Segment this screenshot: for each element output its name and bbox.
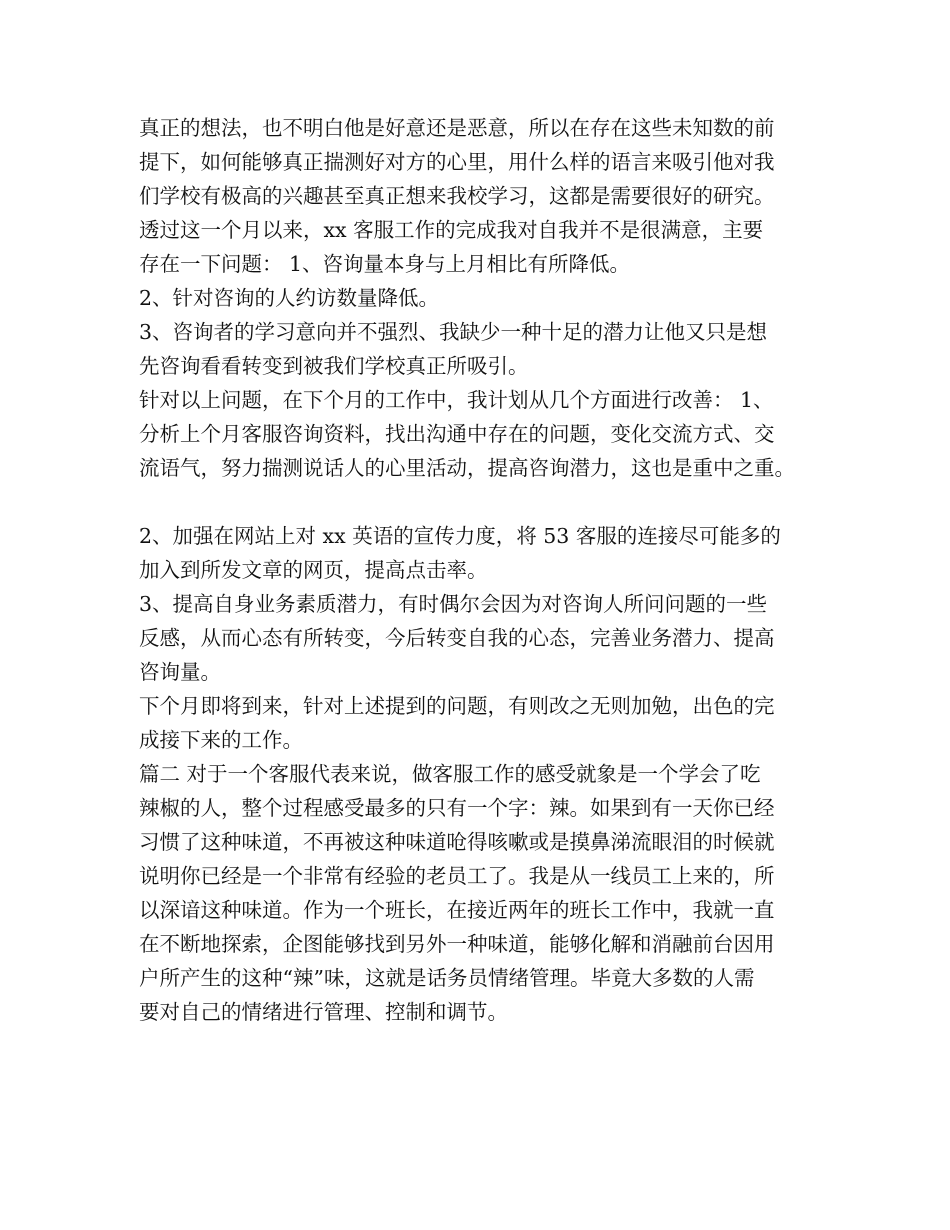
text-line: 成接下来的工作。 xyxy=(139,728,303,752)
text-line: 针对以上问题，在下个月的工作中，我计划从几个方面进行改善： 1、 xyxy=(139,388,774,412)
text-line: 在不断地探索，企图能够找到另外一种味道，能够化解和消融前台因用 xyxy=(139,932,775,956)
text-line: 说明你已经是一个非常有经验的老员工了。我是从一线员工上来的，所 xyxy=(139,864,775,888)
text-line: 存在一下问题： 1、咨询量本身与上月相比有所降低。 xyxy=(139,252,631,276)
text-line: 真正的想法，也不明白他是好意还是恶意，所以在存在这些未知数的前 xyxy=(139,116,775,140)
text-line: 辣椒的人，整个过程感受最多的只有一个字：辣。如果到有一天你已经 xyxy=(139,796,775,820)
text-line: 以深谙这种味道。作为一个班长，在接近两年的班长工作中，我就一直 xyxy=(139,898,775,922)
text-line: 透过这一个月以来，xx 客服工作的完成我对自我并不是很满意，主要 xyxy=(139,218,764,242)
text-line: 反感，从而心态有所转变，今后转变自我的心态，完善业务潜力、提高 xyxy=(139,626,775,650)
text-line: 习惯了这种味道，不再被这种味道呛得咳嗽或是摸鼻涕流眼泪的时候就 xyxy=(139,830,775,854)
text-line: 篇二 对于一个客服代表来说，做客服工作的感受就象是一个学会了吃 xyxy=(139,762,761,786)
text-line: 2、加强在网站上对 xx 英语的宣传力度，将 53 客服的连接尽可能多的 xyxy=(139,524,781,548)
text-line: 户所产生的这种“辣”味，这就是话务员情绪管理。毕竟大多数的人需 xyxy=(139,966,755,990)
text-line: 下个月即将到来，针对上述提到的问题，有则改之无则加勉，出色的完 xyxy=(139,694,775,718)
text-line: 先咨询看看转变到被我们学校真正所吸引。 xyxy=(139,354,529,378)
text-line: 要对自己的情绪进行管理、控制和调节。 xyxy=(139,1000,508,1024)
text-line: 咨询量。 xyxy=(139,660,221,684)
text-line: 3、提高自身业务素质潜力，有时偶尔会因为对咨询人所问问题的一些 xyxy=(139,592,768,616)
paragraph-gap xyxy=(139,485,839,519)
text-line: 们学校有极高的兴趣甚至真正想来我校学习，这都是需要很好的研究。 xyxy=(139,184,775,208)
text-line: 3、咨询者的学习意向并不强烈、我缺少一种十足的潜力让他又只是想 xyxy=(139,320,768,344)
text-line: 加入到所发文章的网页，提高点击率。 xyxy=(139,558,488,582)
document-body xyxy=(139,111,839,1029)
text-line: 2、针对咨询的人约访数量降低。 xyxy=(139,286,440,310)
text-line: 分析上个月客服咨询资料，找出沟通中存在的问题，变化交流方式、交 xyxy=(139,422,775,446)
text-line: 流语气，努力揣测说话人的心里活动，提高咨询潜力，这也是重中之重。 xyxy=(139,456,795,480)
text-line: 提下，如何能够真正揣测好对方的心里，用什么样的语言来吸引他对我 xyxy=(139,150,775,174)
